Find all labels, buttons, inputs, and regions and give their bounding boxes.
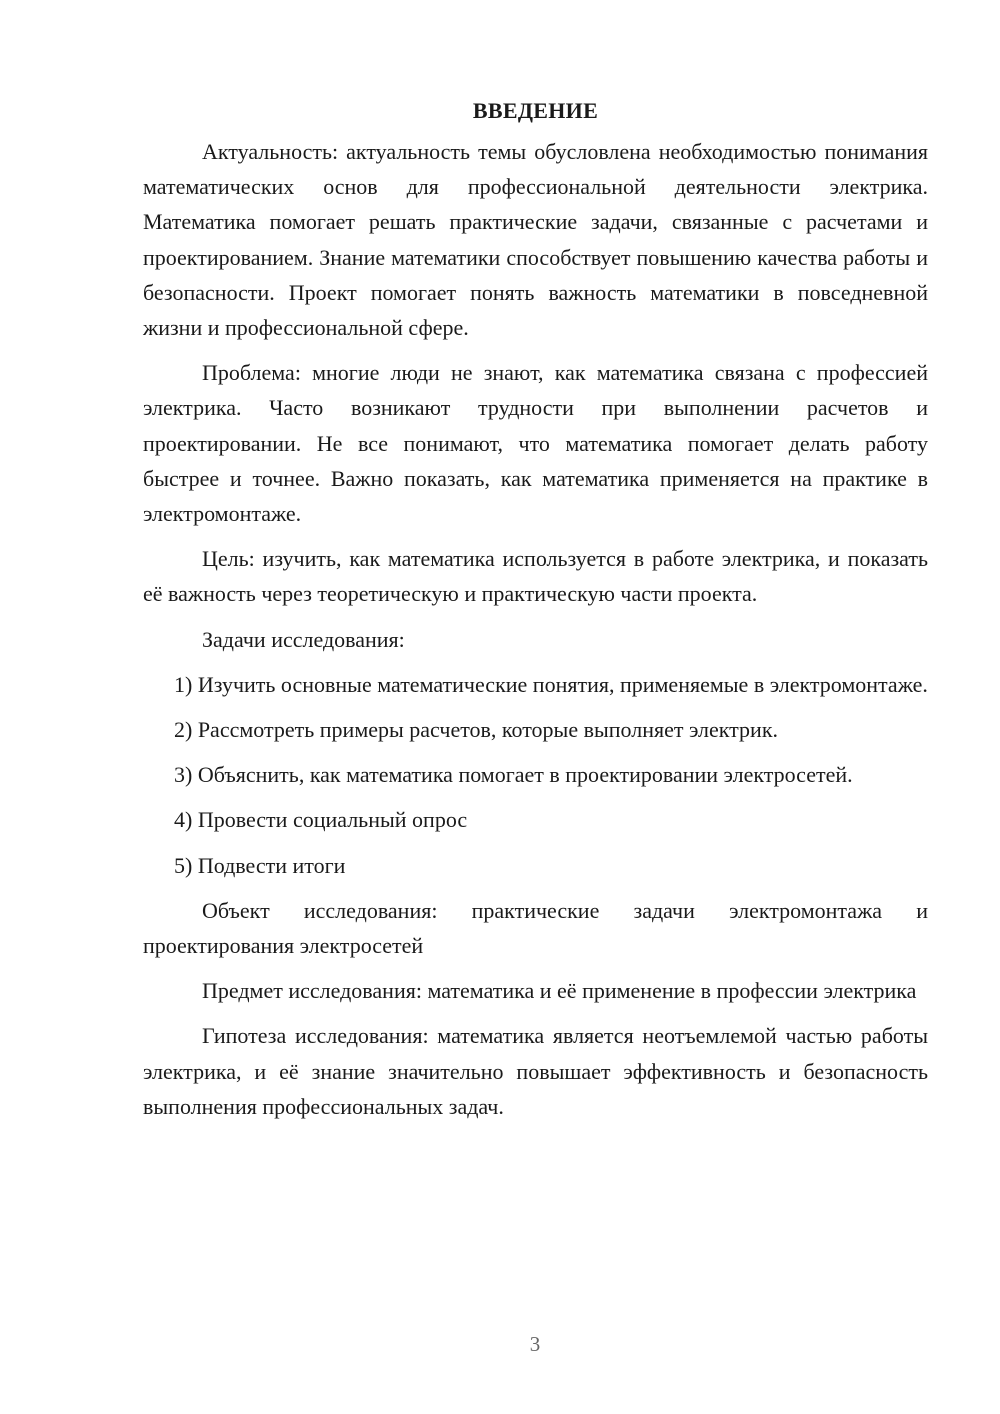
list-item-task-1: 1) Изучить основные математические понятия, применяемые в электромонтаже. [174,671,928,697]
paragraph-subject: Предмет исследования: математика и её применение в профессии электрика [202,978,917,1004]
paragraph-goal: Цель: изучить, как математика используется в работе электрика, и показать её важность через теоретическую и практическую части проекта. [143,546,928,607]
paragraph-relevance: Актуальность: актуальность темы обусловлена необходимостью понимания математических основ для профессиональной деятельности электрика. Математика помогает решать практические задачи, связанные с расчетами и проектированием. Знание математики способствует повышению качества работы и безопасности. Проект помогает понять важность математики в повседневной жизни и профессиональной сфере. [143,139,928,341]
document-page [143,94,928,1124]
paragraph-problem: Проблема: многие люди не знают, как математика связана с профессией электрика. Часто возникают трудности при выполнении расчетов и проектировании. Не все понимают, что математика помогает делать работу быстрее и точнее. Важно показать, как математика применяется на практике в электромонтаже. [143,360,928,527]
list-item-task-3: 3) Объяснить, как математика помогает в проектировании электросетей. [174,762,853,788]
list-item-task-5: 5) Подвести итоги [174,852,346,878]
page-number: 3 [529,1332,541,1356]
document-title: ВВЕДЕНИЕ [472,98,599,123]
list-item-task-2: 2) Рассмотреть примеры расчетов, которые выполняет электрик. [174,717,779,743]
list-item-task-4: 4) Провести социальный опрос [174,807,468,833]
paragraph-hypothesis: Гипотеза исследования: математика является неотъемлемой частью работы электрика, и её знание значительно повышает эффективность и безопасность выполнения профессиональных задач. [143,1023,928,1119]
paragraph-object: Объект исследования: практические задачи электромонтажа и проектирования электросетей [143,897,928,959]
paragraph-tasks-heading: Задачи исследования: [202,626,405,652]
